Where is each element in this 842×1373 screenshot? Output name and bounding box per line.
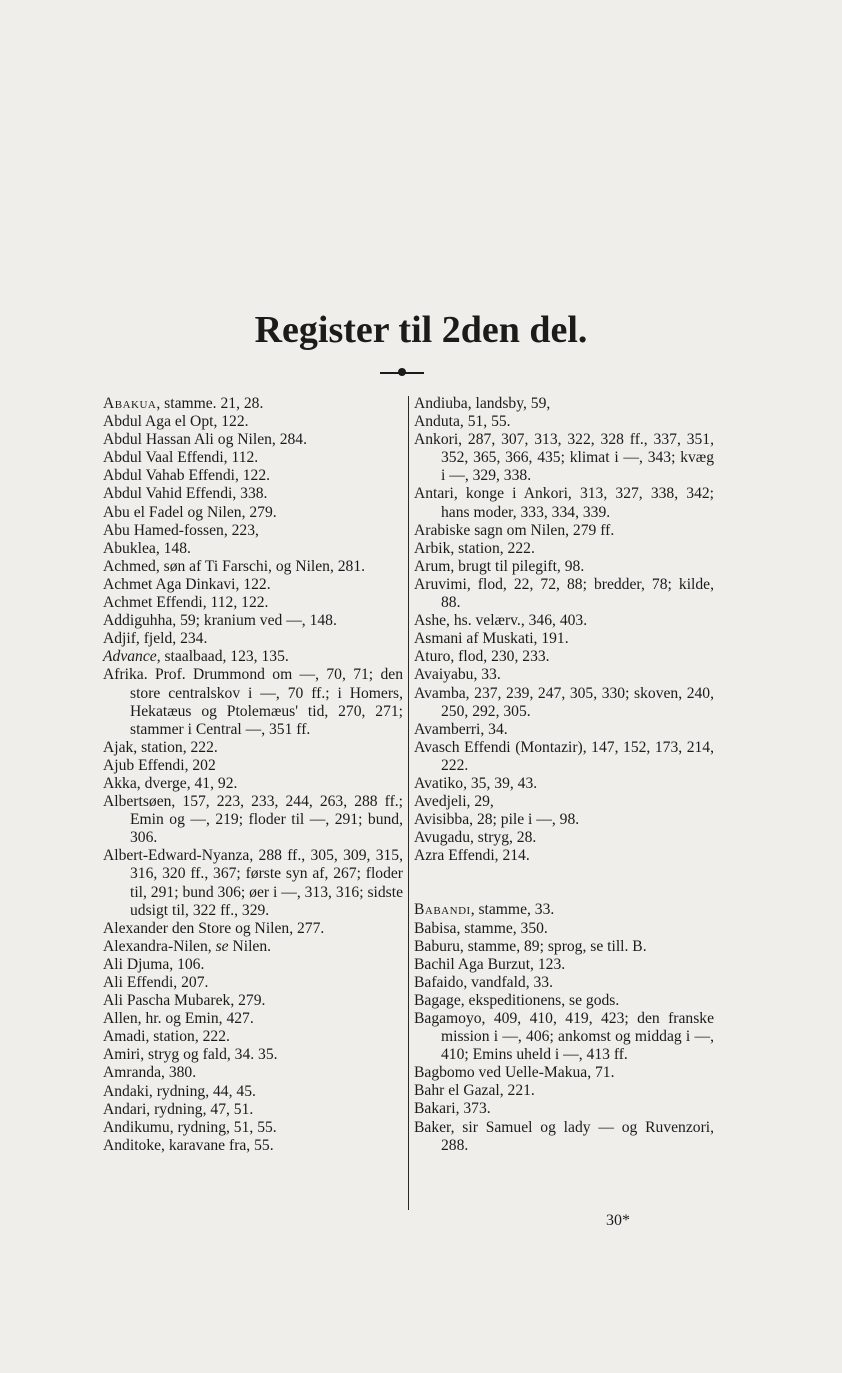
index-entry: Avugadu, stryg, 28. (414, 829, 537, 847)
index-entry: Antari, konge i Ankori, 313, 327, 338, 342; hans moder, 333, 334, 339. (414, 485, 714, 521)
index-entry: Bachil Aga Burzut, 123. (414, 955, 566, 973)
index-entry: Avatiko, 35, 39, 43. (414, 774, 538, 792)
ornament-dot (398, 368, 406, 376)
index-entry: Avaiyabu, 33. (414, 666, 501, 684)
index-entry: Anditoke, karavane fra, 55. (103, 1136, 274, 1154)
index-entry: Abakua, stamme. 21, 28. (103, 395, 264, 412)
index-entry: Abdul Aga el Opt, 122. (103, 413, 249, 431)
index-entry: Abu el Fadel og Nilen, 279. (103, 503, 277, 521)
index-entry: Aturo, flod, 230, 233. (414, 648, 550, 666)
index-entry: Bagage, ekspeditionens, se gods. (414, 991, 620, 1009)
index-entry: Baburu, stamme, 89; sprog, se till. B. (414, 937, 647, 955)
index-column-right (414, 395, 714, 1155)
index-entry: Amiri, stryg og fald, 34. 35. (103, 1046, 278, 1064)
index-entry: Asmani af Muskati, 191. (414, 630, 569, 648)
index-entry: Avasch Effendi (Montazir), 147, 152, 173, 214, 222. (414, 738, 714, 774)
index-entry: Albert-Edward-Nyanza, 288 ff., 305, 309, 315, 316, 320 ff., 367; første syn af, 267; floder til, 291; bund 306; øer i —, 313, 316; sidste udsigt til, 322 ff., 329. (103, 847, 403, 919)
index-entry: Ali Djuma, 106. (103, 955, 205, 973)
index-entry: Bakari, 373. (414, 1100, 491, 1118)
index-entry: Anduta, 51, 55. (414, 413, 511, 431)
index-entry: Avamberri, 34. (414, 720, 508, 738)
column-divider (408, 396, 409, 1210)
index-entry: Avisibba, 28; pile i —, 98. (414, 811, 580, 829)
index-column-left (103, 395, 403, 1155)
index-entry: Ali Effendi, 207. (103, 974, 209, 991)
index-entry: Advance, staalbaad, 123, 135. (103, 648, 289, 666)
index-entry: Addiguhha, 59; kranium ved —, 148. (103, 612, 337, 630)
index-entry: Adjif, fjeld, 234. (103, 630, 208, 648)
index-entry: Achmet Effendi, 112, 122. (103, 594, 269, 612)
index-entry: Bafaido, vandfald, 33. (414, 973, 554, 991)
index-entry: Ankori, 287, 307, 313, 322, 328 ff., 337, 351, 352, 365, 366, 435; klimat i —, 343; kvæg i —, 329, 338. (414, 431, 714, 485)
index-entry: Achmed, søn af Ti Farschi, og Nilen, 281. (103, 557, 366, 575)
index-entry: Abu Hamed-fossen, 223, (103, 521, 259, 539)
index-entry: Bagamoyo, 409, 410, 419, 423; den franske mission i —, 406; ankomst og middag i —, 410; Emins uheld i —, 413 ff. (414, 1010, 714, 1064)
index-entry: Avedjeli, 29, (414, 793, 494, 811)
index-entry: Afrika. Prof. Drummond om —, 70, 71; den store centralskov i —, 70 ff.; i Homers, Hekatæus og Ptolemæus' tid, 270, 271; stammer i Central —, 351 ff. (103, 666, 403, 738)
index-entry: Abuklea, 148. (103, 539, 191, 557)
index-entry: Babisa, stamme, 350. (414, 919, 548, 937)
index-entry: Achmet Aga Dinkavi, 122. (103, 575, 271, 593)
index-entry: Albertsøen, 157, 223, 233, 244, 263, 288 ff.; Emin og —, 219; floder til —, 291; bund, 306. (103, 793, 403, 847)
index-entry: Abdul Hassan Ali og Nilen, 284. (103, 431, 308, 449)
index-entry: Abdul Vahid Effendi, 338. (103, 485, 268, 503)
index-entry: Arabiske sagn om Nilen, 279 ff. (414, 521, 615, 539)
index-entry: Amranda, 380. (103, 1064, 197, 1082)
index-entry: Bahr el Gazal, 221. (414, 1082, 535, 1100)
index-entry: Ajak, station, 222. (103, 738, 218, 756)
index-entry: Andiuba, landsby, 59, (414, 395, 551, 412)
index-entry: Ali Pascha Mubarek, 279. (103, 992, 266, 1010)
index-entry: Avamba, 237, 239, 247, 305, 330; skoven, 240, 250, 292, 305. (414, 684, 714, 720)
index-entry: Allen, hr. og Emin, 427. (103, 1010, 254, 1028)
index-entry: Andikumu, rydning, 51, 55. (103, 1118, 277, 1136)
index-entry: Alexander den Store og Nilen, 277. (103, 919, 325, 937)
index-entry: Abdul Vahab Effendi, 122. (103, 467, 271, 485)
index-entry: Andaki, rydning, 44, 45. (103, 1082, 256, 1100)
index-entry: Azra Effendi, 214. (414, 847, 530, 865)
page-number: 30* (606, 1212, 630, 1229)
index-entry: Bagbomo ved Uelle-Makua, 71. (414, 1064, 615, 1082)
index-entry: Andari, rydning, 47, 51. (103, 1100, 254, 1118)
index-entry: Babandi, stamme, 33. (414, 901, 555, 919)
index-entry: Amadi, station, 222. (103, 1028, 230, 1046)
index-entry: Arbik, station, 222. (414, 539, 535, 557)
index-entry: Akka, dverge, 41, 92. (103, 774, 238, 792)
index-entry: Baker, sir Samuel og lady — og Ruvenzori, 288. (414, 1118, 714, 1154)
index-entry: Abdul Vaal Effendi, 112. (103, 449, 259, 467)
index-entry: Ashe, hs. velærv., 346, 403. (414, 612, 588, 630)
index-entry: Alexandra-Nilen, se Nilen. (103, 937, 272, 955)
index-entry: Arum, brugt til pilegift, 98. (414, 557, 585, 575)
letter-section-gap (414, 865, 714, 901)
index-entry: Aruvimi, flod, 22, 72, 88; bredder, 78; kilde, 88. (414, 575, 714, 612)
page-title: Register til 2den del. (254, 309, 588, 351)
index-entry: Ajub Effendi, 202 (103, 756, 216, 774)
